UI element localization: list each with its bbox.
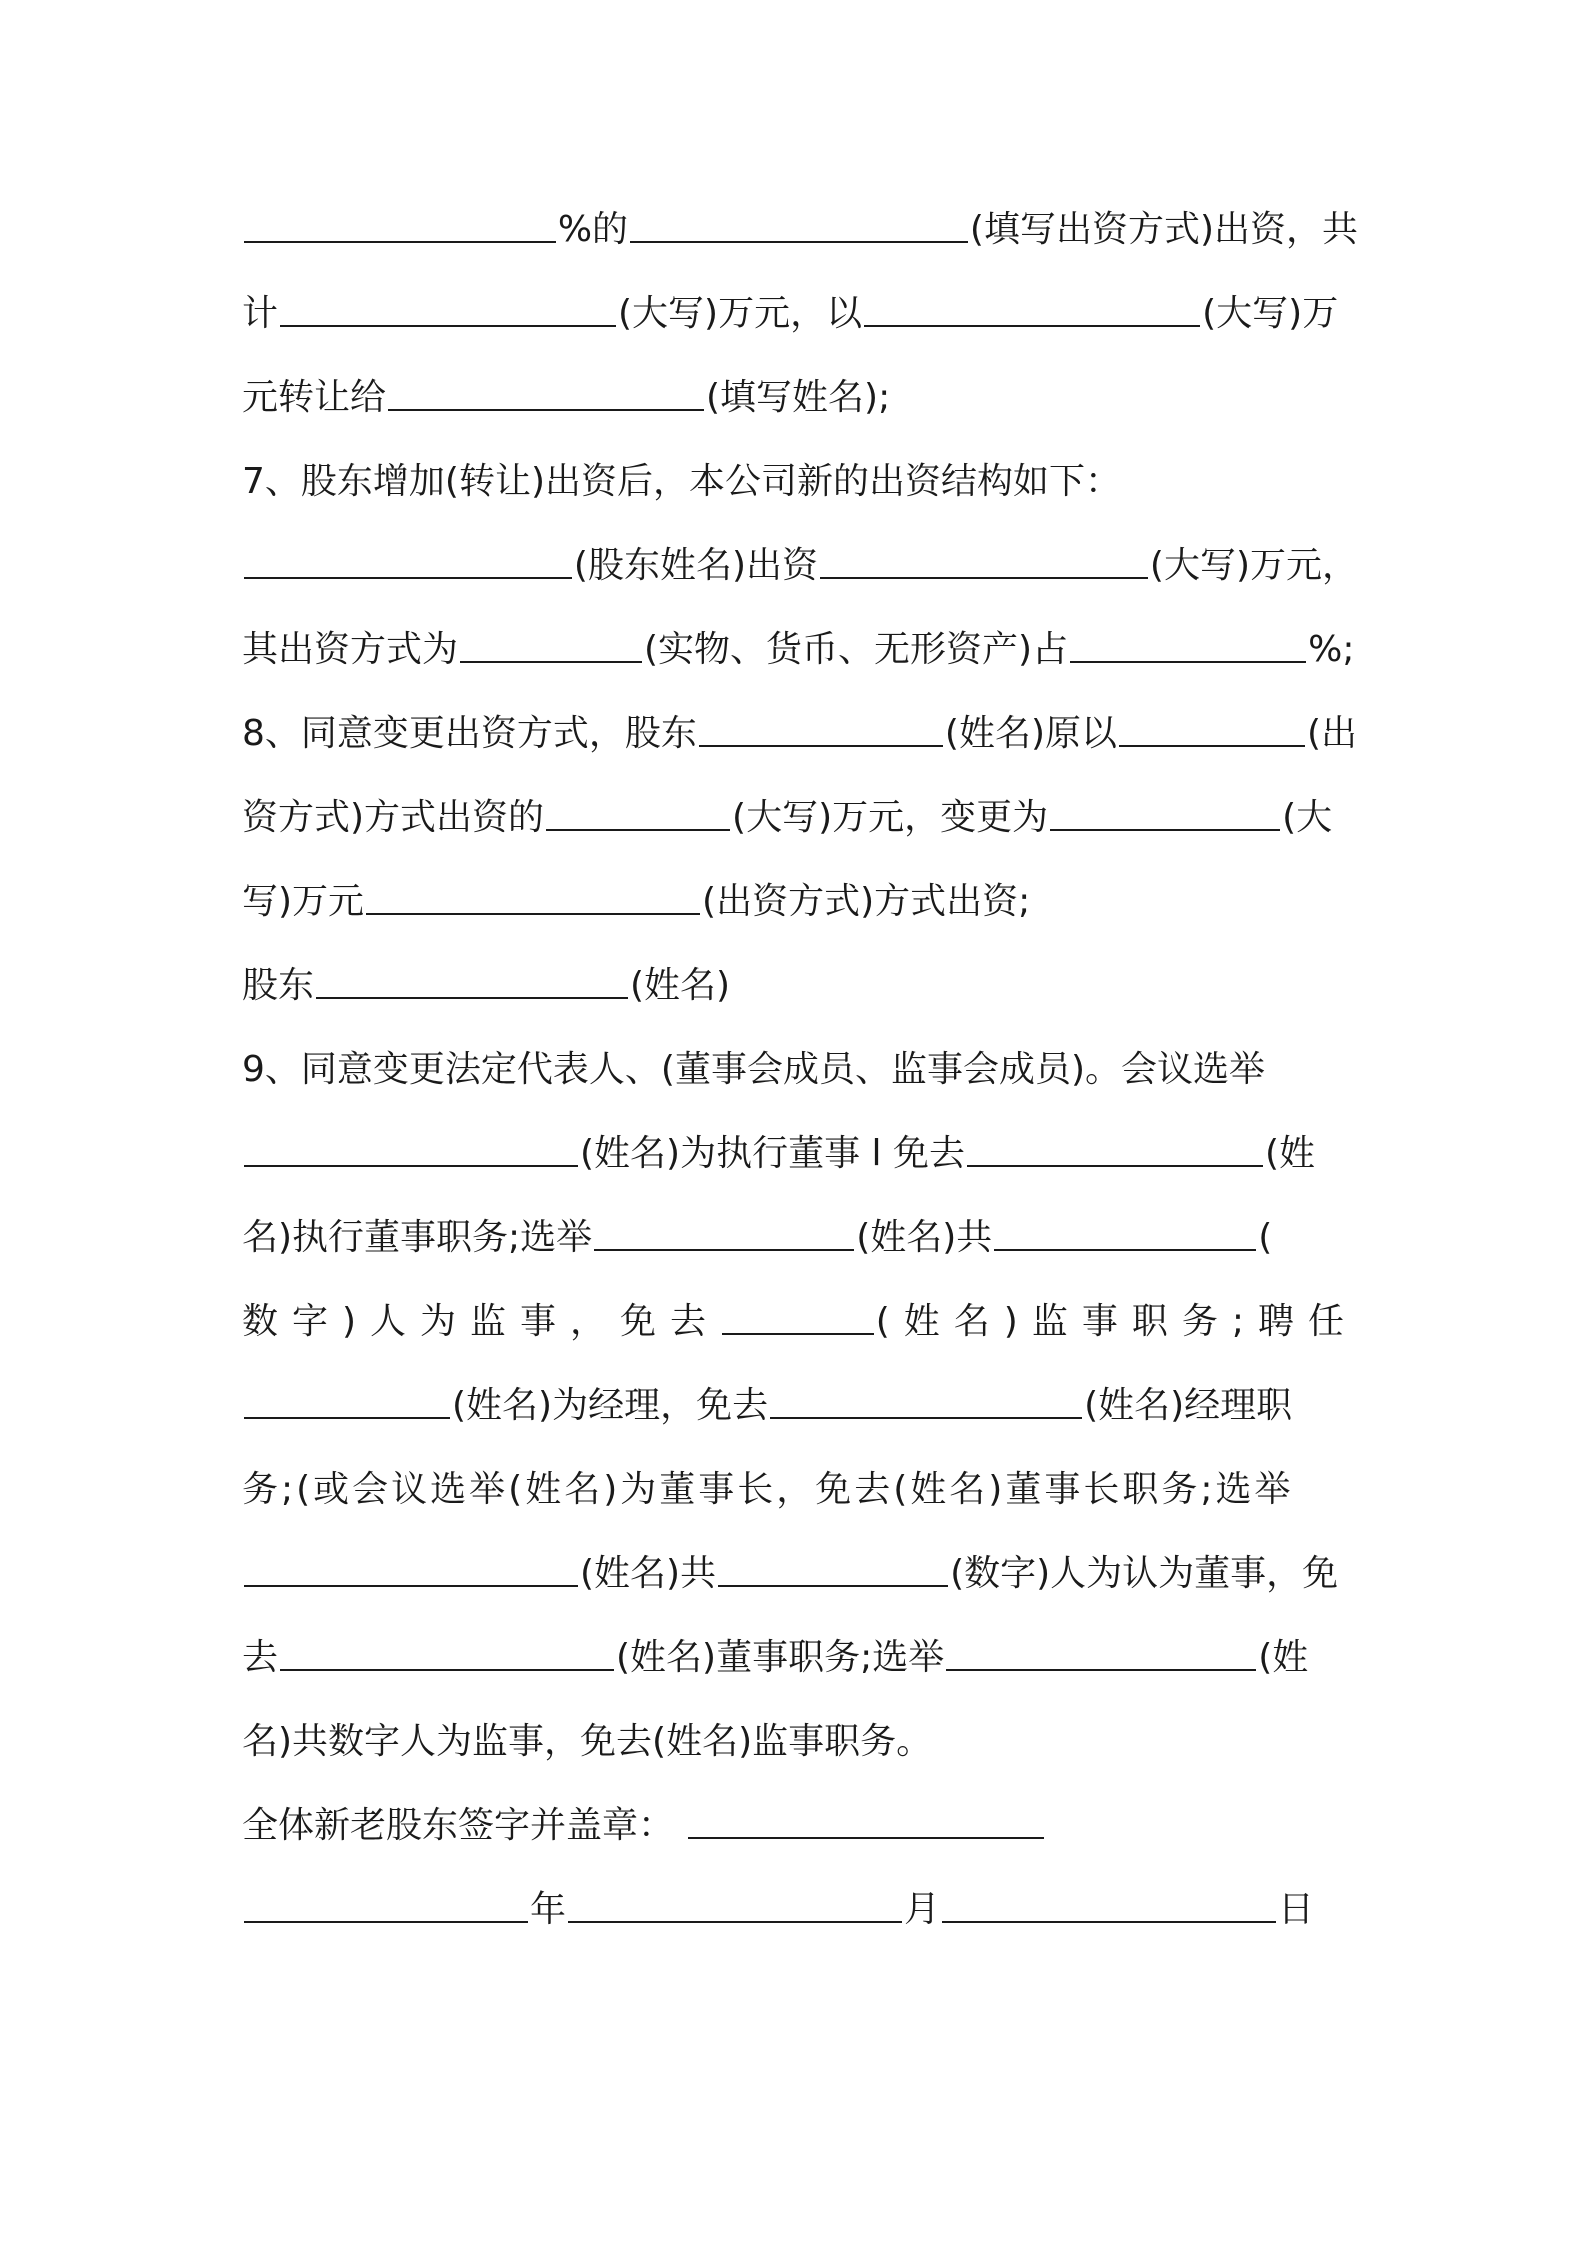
fill-blank[interactable] bbox=[864, 324, 1200, 327]
text-line-5 bbox=[242, 536, 1358, 596]
fill-blank[interactable] bbox=[244, 1584, 578, 1587]
month-label: 月 bbox=[904, 1889, 941, 1930]
text-line-7 bbox=[242, 704, 1358, 764]
text-line-8 bbox=[242, 788, 1358, 848]
fill-blank[interactable] bbox=[594, 1248, 854, 1251]
clause-9-heading: 9、同意变更法定代表人、(董事会成员、监事会成员)。会议选举 bbox=[242, 1049, 1265, 1090]
fill-blank[interactable] bbox=[366, 912, 700, 915]
text-segment: (大写)万元，变更为 bbox=[732, 797, 1049, 838]
text-segment: (填写出资方式)出资，共 bbox=[969, 209, 1358, 250]
text-line-10 bbox=[242, 956, 1358, 1016]
text-segment: (出资方式)方式出资; bbox=[702, 881, 1031, 922]
text-segment: (大写)万元， bbox=[1149, 545, 1358, 586]
fill-blank[interactable] bbox=[244, 1164, 578, 1167]
clause-7-heading: 7、股东增加(转让)出资后，本公司新的出资结构如下： bbox=[242, 461, 1121, 502]
text-segment: 元转让给 bbox=[242, 377, 387, 418]
fill-blank[interactable] bbox=[280, 1668, 614, 1671]
fill-blank[interactable] bbox=[718, 1584, 948, 1587]
fill-blank[interactable] bbox=[244, 1416, 450, 1419]
text-segment: (实物、货币、无形资产)占 bbox=[644, 629, 1069, 670]
text-segment: 名)执行董事职务;选举 bbox=[242, 1217, 593, 1258]
text-line-17 bbox=[242, 1544, 1358, 1604]
text-segment: (姓名)共 bbox=[856, 1217, 993, 1258]
fill-blank[interactable] bbox=[699, 744, 943, 747]
text-segment: 去 bbox=[242, 1637, 279, 1678]
text-segment: 写)万元 bbox=[242, 881, 365, 922]
text-segment: (大写)万 bbox=[1202, 293, 1339, 334]
text-segment: %的 bbox=[557, 209, 629, 250]
text-segment: (姓名)经理职 bbox=[1084, 1385, 1293, 1426]
text-segment: 其出资方式为 bbox=[242, 629, 459, 670]
signature-label: 全体新老股东签字并盖章： bbox=[242, 1805, 675, 1846]
fill-blank[interactable] bbox=[388, 408, 704, 411]
text-segment: (姓名) bbox=[630, 965, 731, 1006]
fill-blank[interactable] bbox=[1119, 744, 1305, 747]
fill-blank[interactable] bbox=[316, 996, 628, 999]
date-line bbox=[242, 1880, 1358, 1940]
text-line-13 bbox=[242, 1208, 1358, 1268]
fill-blank[interactable] bbox=[244, 576, 572, 579]
fill-blank[interactable] bbox=[967, 1164, 1263, 1167]
day-blank[interactable] bbox=[942, 1920, 1276, 1923]
text-segment: (数字)人为认为董事，免 bbox=[950, 1553, 1339, 1594]
text-line-3 bbox=[242, 368, 1358, 428]
fill-blank[interactable] bbox=[820, 576, 1148, 579]
day-label: 日 bbox=[1278, 1889, 1315, 1930]
text-segment: (大写)万元，以 bbox=[618, 293, 863, 334]
text-line-2 bbox=[242, 284, 1358, 344]
text-segment: (姓 bbox=[1264, 1133, 1316, 1174]
text-segment: 计 bbox=[242, 293, 279, 334]
text-line-20 bbox=[242, 1796, 1358, 1856]
year-blank[interactable] bbox=[244, 1920, 528, 1923]
text-segment: (姓 bbox=[1258, 1637, 1309, 1678]
text-line-11 bbox=[242, 1040, 1358, 1100]
text-line-16 bbox=[242, 1460, 1358, 1520]
text-line-18 bbox=[242, 1628, 1358, 1688]
text-line-14 bbox=[242, 1292, 1358, 1352]
fill-blank[interactable] bbox=[1070, 660, 1306, 663]
text-line-19 bbox=[242, 1712, 1358, 1772]
fill-blank[interactable] bbox=[244, 240, 556, 243]
month-blank[interactable] bbox=[568, 1920, 902, 1923]
text-segment: (姓名)为经理，免去 bbox=[452, 1385, 769, 1426]
fill-blank[interactable] bbox=[946, 1668, 1256, 1671]
text-segment: (姓名)为执行董事 l 免去 bbox=[580, 1133, 965, 1174]
fill-blank[interactable] bbox=[280, 324, 616, 327]
text-segment: (姓名)董事职务;选举 bbox=[616, 1637, 945, 1678]
text-line-4 bbox=[242, 452, 1358, 512]
text-segment: 数字)人为监事，免去 bbox=[242, 1301, 721, 1342]
clause-8-heading: 8、同意变更出资方式，股东 bbox=[242, 713, 697, 754]
fill-blank[interactable] bbox=[722, 1332, 874, 1335]
text-segment: (股东姓名)出资 bbox=[573, 545, 818, 586]
text-segment: (填写姓名); bbox=[706, 377, 891, 418]
year-label: 年 bbox=[530, 1889, 567, 1930]
text-segment: 务;(或会议选举(姓名)为董事长，免去(姓名)董事长职务;选举 bbox=[242, 1469, 1294, 1510]
text-segment: (姓名)共 bbox=[580, 1553, 717, 1594]
text-segment: 名)共数字人为监事，免去(姓名)监事职务。 bbox=[242, 1721, 933, 1762]
text-segment: %; bbox=[1308, 629, 1355, 670]
text-segment: 股东 bbox=[242, 965, 315, 1006]
text-segment: (姓名)监事职务;聘任 bbox=[875, 1301, 1358, 1342]
text-line-6 bbox=[242, 620, 1358, 680]
text-segment: (大 bbox=[1282, 797, 1333, 838]
text-segment: (出 bbox=[1307, 713, 1358, 754]
fill-blank[interactable] bbox=[630, 240, 968, 243]
fill-blank[interactable] bbox=[1050, 828, 1280, 831]
text-line-9 bbox=[242, 872, 1358, 932]
text-segment: (姓名)原以 bbox=[944, 713, 1117, 754]
text-segment: 资方式)方式出资的 bbox=[242, 797, 545, 838]
text-line-15 bbox=[242, 1376, 1358, 1436]
fill-blank[interactable] bbox=[460, 660, 642, 663]
fill-blank[interactable] bbox=[770, 1416, 1082, 1419]
text-line-12 bbox=[242, 1124, 1358, 1184]
text-line-1 bbox=[242, 200, 1358, 260]
signature-blank[interactable] bbox=[688, 1836, 1044, 1839]
fill-blank[interactable] bbox=[994, 1248, 1256, 1251]
fill-blank[interactable] bbox=[546, 828, 730, 831]
text-segment: ( bbox=[1258, 1217, 1273, 1258]
